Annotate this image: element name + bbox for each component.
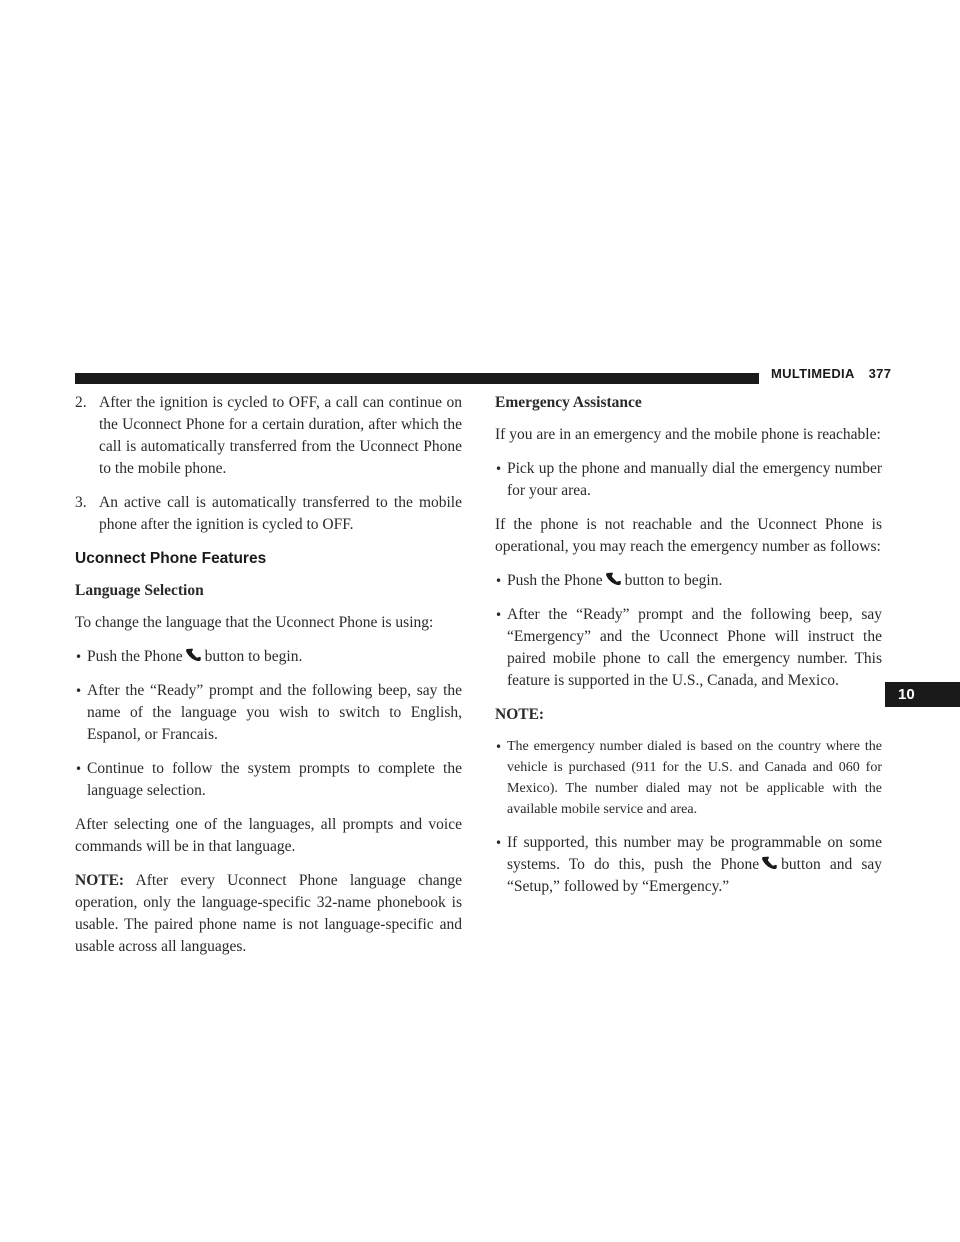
page-number: 377 — [868, 366, 892, 381]
section-title: MULTIMEDIA — [771, 366, 855, 381]
list-item: • Continue to follow the system prompts to complete the language selection. — [75, 758, 462, 802]
after-selecting-text: After selecting one of the languages, all prompts and voice commands will be in that language. — [75, 816, 462, 855]
left-column — [75, 392, 462, 970]
phone-icon — [605, 572, 623, 586]
bullet: • — [495, 574, 503, 588]
chapter-tab — [885, 682, 960, 707]
header-rule — [75, 373, 759, 384]
chapter-number: 10 — [898, 686, 915, 703]
list-item: • Push the Phone button to begin. — [495, 570, 882, 592]
list-item: • Push the Phone button to begin. — [75, 646, 462, 668]
bullet: • — [495, 608, 503, 622]
language-heading: Language Selection — [75, 582, 204, 599]
numbered-item-2: 2. After the ignition is cycled to OFF, a call can continue on the Uconnect Phone for a certain duration, after which the call is automatically transferred from the Uconnect Phone to the mobile phone. — [75, 394, 462, 477]
list-item: • The emergency number dialed is based on the country where the vehicle is purchased (911 for the U.S. and Canada and 060 for Mexico). The number dialed may not be applicable with the available mobile service and area. — [495, 736, 882, 820]
phone-icon — [761, 856, 779, 870]
note-label: NOTE: — [495, 706, 545, 723]
running-header — [771, 366, 891, 381]
not-reachable-text: If the phone is not reachable and the Uconnect Phone is operational, you may reach the emergency number as follows: — [495, 516, 882, 555]
bullet: • — [495, 836, 503, 850]
list-item: • If supported, this number may be programmable on some systems. To do this, push the Phone button and say “Setup,” followed by “Emergency.” — [495, 832, 882, 898]
note-label: NOTE: — [75, 872, 125, 889]
list-item: • Pick up the phone and manually dial the emergency number for your area. — [495, 458, 882, 502]
phone-icon — [185, 648, 203, 662]
bullet: • — [495, 462, 503, 476]
bullet: • — [75, 762, 83, 776]
language-note: NOTE: After every Uconnect Phone language change operation, only the language-specific 32-name phonebook is usable. The paired phone name is not language-specific and usable across all languages. — [75, 872, 462, 955]
features-heading: Uconnect Phone Features — [75, 550, 267, 567]
emergency-heading: Emergency Assistance — [495, 394, 642, 411]
bullet: • — [75, 650, 83, 664]
list-item: • After the “Ready” prompt and the following beep, say the name of the language you wish to switch to English, Espanol, or Francais. — [75, 680, 462, 746]
right-column — [495, 392, 882, 910]
list-item: • After the “Ready” prompt and the following beep, say “Emergency” and the Uconnect Phone will instruct the paired mobile phone to call the emergency number. This feature is supported in the U.S., Canada, and Mexico. — [495, 604, 882, 692]
emergency-intro: If you are in an emergency and the mobile phone is reachable: — [495, 426, 881, 443]
numbered-item-3: 3. An active call is automatically transferred to the mobile phone after the ignition is cycled to OFF. — [75, 494, 462, 533]
bullet: • — [495, 740, 503, 754]
language-intro: To change the language that the Uconnect Phone is using: — [75, 614, 434, 631]
bullet: • — [75, 684, 83, 698]
